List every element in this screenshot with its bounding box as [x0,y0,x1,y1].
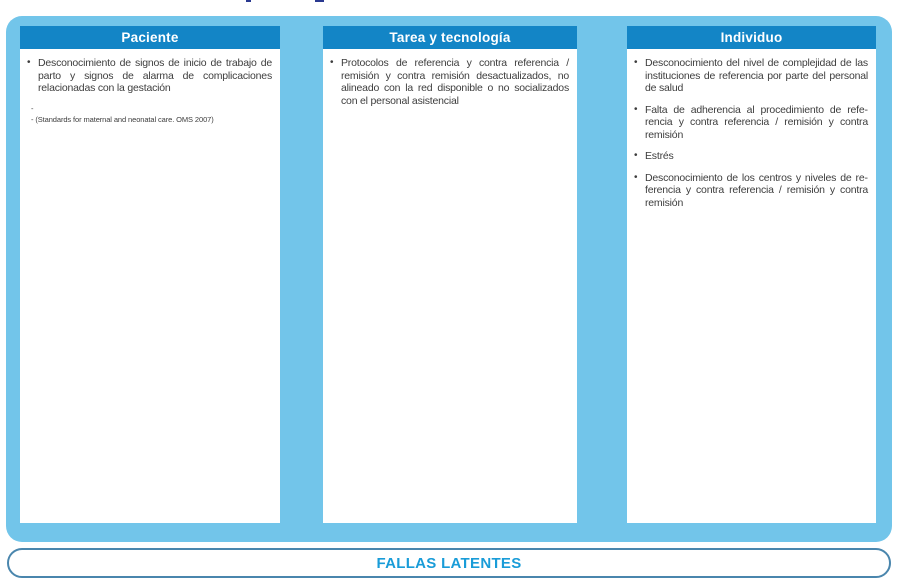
factor-card-title: Tarea y tecnología [323,26,577,49]
bullet-item [634,150,868,163]
factor-card-title: Paciente [20,26,280,49]
bullet-marker-icon: • [27,57,31,68]
bullet-marker-icon: • [634,103,638,115]
factor-card-body [627,49,876,226]
citation-note: - [31,103,34,113]
cropped-text-fragment [246,0,251,2]
latent-failures-board [6,16,892,542]
bullet-text: Protocolos de referencia y contra referencia / remisión y contra remisión desactualizados, no alineado con la red disponible o no socializados con el personal asistencial [341,57,569,107]
citation-note: - (Standards for maternal and neonatal care. OMS 2007) [31,114,214,124]
bullet-text: Desconocimiento de los centros y niveles de referencia y contra referencia / remisión y contra remisión [645,171,868,209]
bullet-text: Estrés [645,150,674,162]
bullet-item [634,104,868,142]
bullet-text: Desconocimiento de signos de inicio de trabajo de parto y signos de alarma de complicaciones relacionadas con la gestación [38,57,272,94]
bullet-item [634,172,868,210]
factor-card-2 [627,26,876,523]
factor-card-0 [20,26,280,523]
bullet-marker-icon: • [634,150,638,161]
factor-card-body [323,49,577,124]
factor-card-1 [323,26,577,523]
bullet-item [634,57,868,95]
cropped-text-fragment [315,0,324,2]
bullet-marker-icon: • [330,57,334,68]
fallas-latentes-banner [7,548,891,578]
bullet-item [27,57,272,95]
factor-card-body [20,49,280,132]
fallas-latentes-label: FALLAS LATENTES [376,554,522,572]
bullet-marker-icon: • [634,57,638,68]
factor-card-title: Individuo [627,26,876,49]
bullet-item [330,57,569,107]
bullet-text: Desconocimiento del nivel de complejidad de las instituciones de referencia por parte del personal de salud [645,57,868,94]
bullet-marker-icon: • [634,171,638,183]
bullet-text: Falta de adherencia al procedimiento de referencia y contra referencia / remisión y contra remisión [645,103,868,141]
